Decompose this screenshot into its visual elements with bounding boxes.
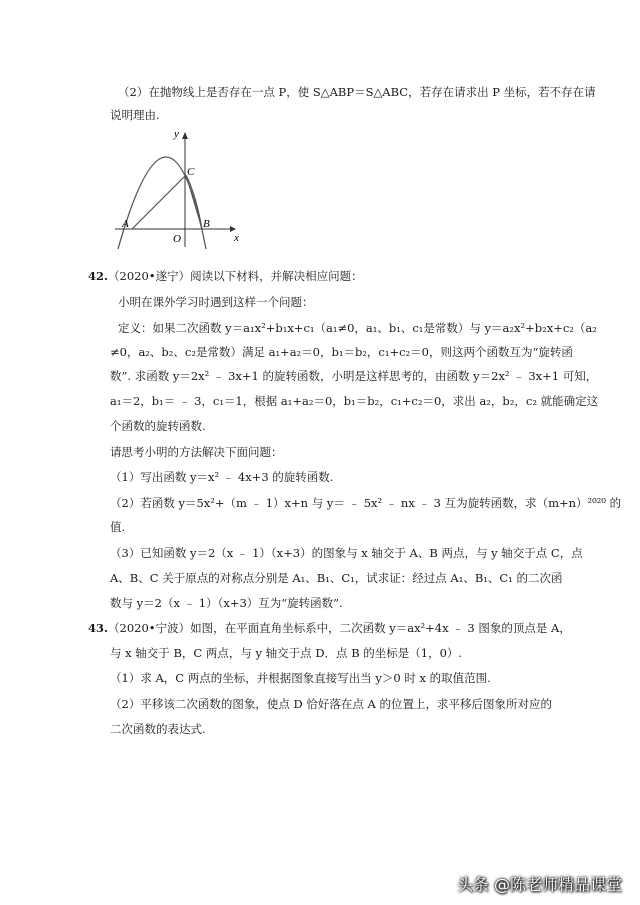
q42-part2-line2: 值. [110,520,126,534]
q42-def-line2: ≠0，a₂、b₂、c₂是常数）满足 a₁+a₂＝0，b₁＝b₂，c₁+c₂＝0，则这两个函数互为“旋转函 [110,345,573,359]
label-x: x [234,232,239,244]
q42-def-line5: 个函数的旋转函数. [110,419,206,433]
label-b: B [203,218,210,230]
q42-def-line1: 定义：如果二次函数 y＝a₁x²+b₁x+c₁（a₁≠0，a₁、b₁、c₁是常数）与 y＝a₂x²+b₂x+c₂（a₂ [118,321,597,335]
q42-header-text: （2020•遂宁）阅读以下材料，并解决相应问题： [108,269,363,283]
q42-part3-line1: （3）已知函数 y＝2（x ﹣ 1）（x+3）的图象与 x 轴交于 A、B 两点，与 y 轴交于点 C，点 [110,546,583,560]
q41-part2-line2: 说明理由. [110,108,160,122]
q42-ask: 请思考小明的方法解决下面问题： [110,445,283,459]
q42-part1: （1）写出函数 y＝x² ﹣ 4x+3 的旋转函数. [110,470,334,484]
q43-header-line1: （2020•宁波）如图，在平面直角坐标系中，二次函数 y＝ax²+4x ﹣ 3 图象的顶点是 A， [108,621,571,635]
parabola-figure [110,125,245,250]
q43-header-line2: 与 x 轴交于 B，C 两点，与 y 轴交于点 D．点 B 的坐标是（1，0）. [110,646,463,660]
q41-part2-line1: （2）在抛物线上是否存在一点 P，使 S△ABP＝S△ABC，若存在请求出 P 坐标，若不存在请 [118,85,596,99]
q42-def-line4: a₁＝2，b₁＝ ﹣ 3，c₁＝1，根据 a₁+a₂＝0，b₁＝b₂，c₁+c₂＝0，求出 a₂，b₂，c₂ 就能确定这 [110,394,599,408]
q42-part3-line3: 数与 y＝2（x ﹣ 1）（x+3）互为“旋转函数”. [110,596,343,610]
label-y: y [174,128,179,140]
q43-part2-line2: 二次函数的表达式. [110,722,206,736]
q42-header [88,268,363,284]
q43-header [88,620,571,636]
watermark-text: 头条 @陈老师精品课堂 [456,875,622,894]
y-axis-arrow-icon [182,132,188,139]
q43-part2-line1: （2）平移该二次函数的图象，使点 D 恰好落在点 A 的位置上，求平移后图象所对应的 [110,697,552,711]
label-o: O [173,233,181,245]
q42-part2-line1: （2）若函数 y＝5x²+（m ﹣ 1）x+n 与 y＝ ﹣ 5x² ﹣ nx ﹣ 3 互为旋转函数，求（m+n）²⁰²⁰ 的 [110,496,622,510]
segment-ac [132,175,186,229]
q43-number: 43. [88,621,109,635]
q42-def-line3: 数”. 求函数 y＝2x² ﹣ 3x+1 的旋转函数，小明是这样思考的，由函数 y＝2x² ﹣ 3x+1 可知， [110,369,598,383]
segment-cb [186,175,202,229]
q42-intro: 小明在课外学习时遇到这样一个问题： [118,295,314,309]
label-a: A [122,218,129,230]
label-c: C [187,166,195,178]
q42-number: 42. [88,269,109,283]
q42-part3-line2: A、B、C 关于原点的对称点分别是 A₁、B₁、C₁，试求证：经过点 A₁、B₁、C₁ 的二次函 [110,571,563,585]
q43-part1: （1）求 A，C 两点的坐标，并根据图象直接写出当 y＞0 时 x 的取值范围. [110,671,491,685]
